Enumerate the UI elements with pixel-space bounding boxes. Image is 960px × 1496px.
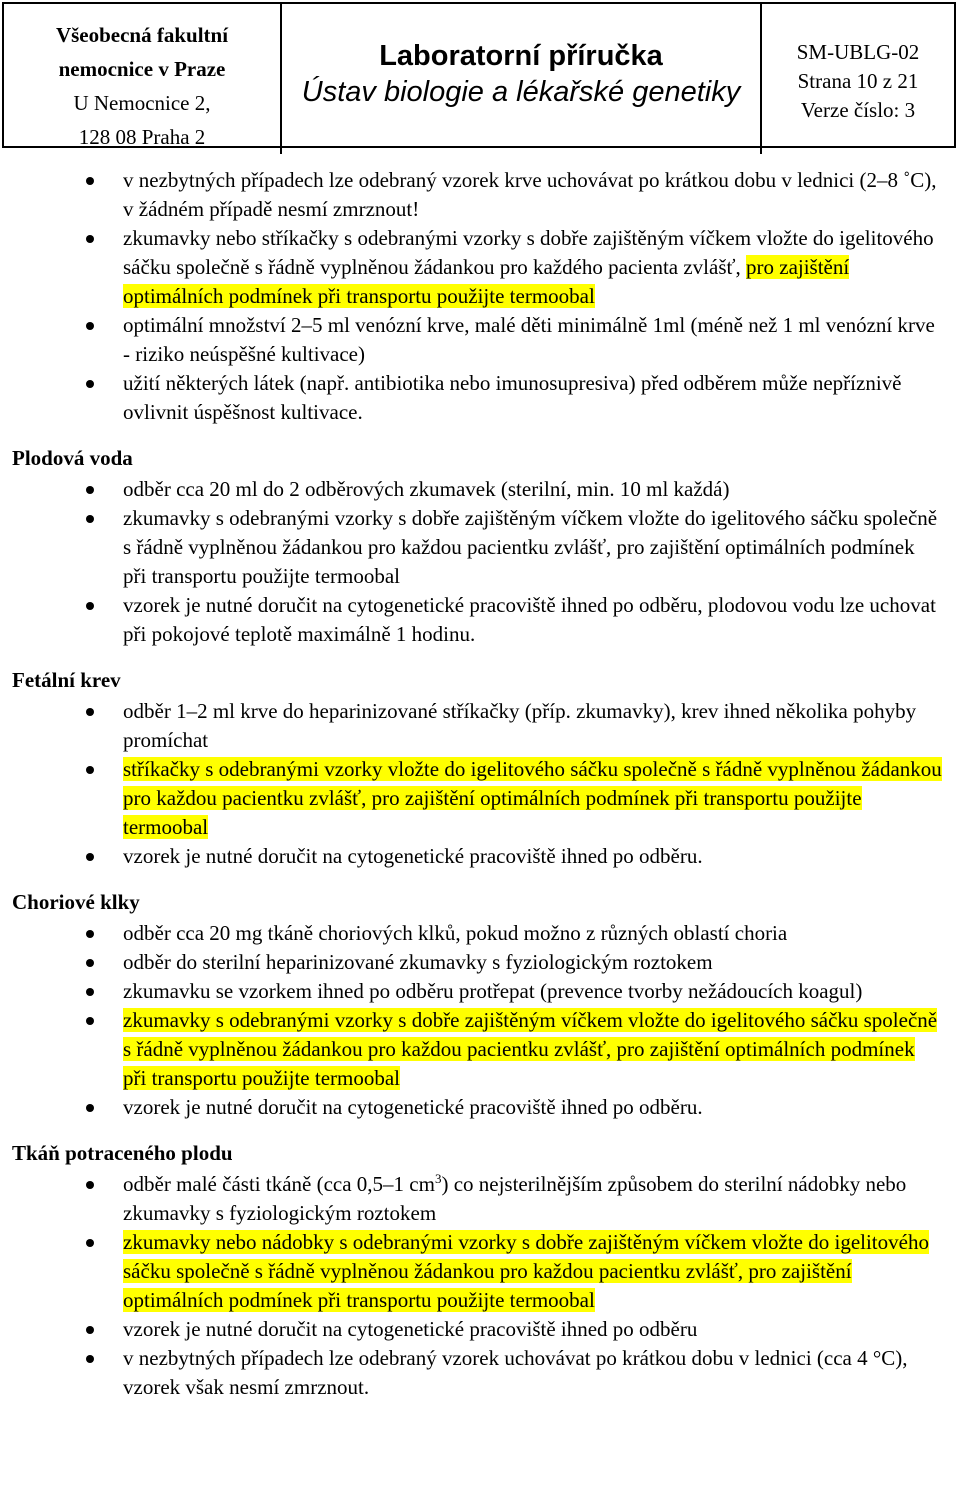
bullet-icon <box>86 380 94 388</box>
org-address-line1: U Nemocnice 2, <box>73 91 211 115</box>
section-list <box>12 475 946 649</box>
item-text: v nezbytných případech lze odebraný vzorek krve uchovávat po krátkou dobu v lednici (2–8 ˚C), v žádném případě nesmí zmrznout! <box>123 168 937 221</box>
bullet-icon <box>86 515 94 523</box>
bullet-icon <box>86 708 94 716</box>
bullet-icon <box>86 988 94 996</box>
bullet-icon <box>86 1017 94 1025</box>
bullet-icon <box>86 177 94 185</box>
section <box>12 444 946 649</box>
item-text: odběr cca 20 ml do 2 odběrových zkumavek (sterilní, min. 10 ml každá) <box>123 477 730 501</box>
list-item <box>12 842 943 871</box>
bullet-icon <box>86 1355 94 1363</box>
bullet-icon <box>86 1239 94 1247</box>
org-name-line2: nemocnice v Praze <box>58 57 226 81</box>
bullet-icon <box>86 486 94 494</box>
bullet-icon <box>86 602 94 610</box>
section-title: Choriové klky <box>12 890 140 914</box>
list-item <box>12 1315 943 1344</box>
item-text: odběr malé části tkáně (cca 0,5–1 cm <box>123 1172 435 1196</box>
section <box>12 666 946 871</box>
item-text: 3 <box>434 1171 442 1186</box>
item-text: optimální množství 2–5 ml venózní krve, malé děti minimálně 1ml (méně než 1 ml venózní krve - riziko neúspěšné kultivace) <box>123 313 935 366</box>
item-text: zkumavku se vzorkem ihned po odběru protřepat (prevence tvorby nežádoucích koagul) <box>123 979 863 1003</box>
item-text: užití některých látek (např. antibiotika nebo imunosupresiva) před odběrem může nepříznivě ovlivnit úspěšnost kultivace. <box>123 371 902 424</box>
item-text: vzorek je nutné doručit na cytogenetické pracoviště ihned po odběru. <box>123 844 703 868</box>
section <box>12 1139 946 1402</box>
item-text: odběr cca 20 mg tkáně choriových klků, pokud možno z různých oblastí choria <box>123 921 788 945</box>
bullet-icon <box>86 1181 94 1189</box>
list-item <box>12 369 943 427</box>
org-name-line1: Všeobecná fakultní <box>55 23 229 47</box>
highlighted-text: stříkačky s odebranými vzorky vložte do igelitového sáčku společně s řádně vyplněnou žádankou pro každou pacientku zvlášť, pro zajištění optimálních podmínek při transportu použijte termoobal <box>123 757 942 839</box>
list-item <box>12 311 943 369</box>
version-number: Verze číslo: 3 <box>800 98 916 122</box>
bullet-icon <box>86 930 94 938</box>
list-item <box>12 977 943 1006</box>
bullet-icon <box>86 1326 94 1334</box>
highlighted-text: zkumavky s odebranými vzorky s dobře zajištěným víčkem vložte do igelitového sáčku společně s řádně vyplněnou žádankou pro každou pacientku zvlášť, pro zajištění optimálních podmínek při transportu použijte termoobal <box>123 1008 938 1090</box>
section-title: Tkáň potraceného plodu <box>12 1141 233 1165</box>
bullet-icon <box>86 853 94 861</box>
list-item <box>12 591 943 649</box>
document-title: Laboratorní příručka <box>379 40 663 72</box>
section-list <box>12 1170 946 1402</box>
doc-code: SM-UBLG-02 <box>796 40 920 64</box>
item-text: odběr do sterilní heparinizované zkumavky s fyziologickým roztokem <box>123 950 713 974</box>
organization-cell <box>4 4 282 154</box>
item-text: vzorek je nutné doručit na cytogenetické pracoviště ihned po odběru, plodovou vodu lze uchovat při pokojové teplotě maximálně 1 hodinu. <box>123 593 936 646</box>
section-list <box>12 919 946 1122</box>
list-item <box>12 697 943 755</box>
org-address-line2: 128 08 Praha 2 <box>78 125 206 149</box>
item-text: vzorek je nutné doručit na cytogenetické pracoviště ihned po odběru. <box>123 1095 703 1119</box>
bullet-icon <box>86 322 94 330</box>
list-item <box>12 1228 943 1315</box>
item-text: vzorek je nutné doručit na cytogenetické pracoviště ihned po odběru <box>123 1317 698 1341</box>
item-text: odběr 1–2 ml krve do heparinizované stříkačky (příp. zkumavky), krev ihned několika pohyby promíchat <box>123 699 917 752</box>
bullet-icon <box>86 1104 94 1112</box>
list-item <box>12 504 943 591</box>
bullet-icon <box>86 766 94 774</box>
section-list <box>12 697 946 871</box>
bullet-icon <box>86 235 94 243</box>
item-text: zkumavky s odebranými vzorky s dobře zajištěným víčkem vložte do igelitového sáčku společně s řádně vyplněnou žádankou pro každou pacientku zvlášť, pro zajištění optimálních podmínek při transportu použijte termoobal <box>123 506 938 588</box>
section <box>12 888 946 1122</box>
list-item <box>12 224 943 311</box>
title-cell <box>282 4 762 154</box>
list-item <box>12 755 943 842</box>
list-item <box>12 948 943 977</box>
item-text: v nezbytných případech lze odebraný vzorek uchovávat po krátkou dobu v lednici (cca 4 °C), vzorek však nesmí zmrznout. <box>123 1346 908 1399</box>
section-title: Plodová voda <box>12 446 133 470</box>
item-text: ) co nejsterilnějším způsobem do sterilní nádobky nebo zkumavky s fyziologickým roztokem <box>123 1172 907 1225</box>
list-item <box>12 1344 943 1402</box>
list-item <box>12 1006 943 1093</box>
list-item <box>12 1170 943 1228</box>
document-header <box>2 2 956 148</box>
list-item <box>12 1093 943 1122</box>
list-item <box>12 475 943 504</box>
list-item <box>12 166 943 224</box>
department-name: Ústav biologie a lékařské genetiky <box>301 76 741 108</box>
highlighted-text: pro zajištění optimálních podmínek při transportu použijte termoobal <box>123 255 850 308</box>
document-body <box>12 166 946 1402</box>
intro-list <box>12 166 946 427</box>
section-title: Fetální krev <box>12 668 121 692</box>
highlighted-text: zkumavky nebo nádobky s odebranými vzorky s dobře zajištěným víčkem vložte do igelitového sáčku společně s řádně vyplněnou žádankou pro každou pacientku zvlášť, pro zajištění optimálních podmínek při transportu použijte termoobal <box>123 1230 929 1312</box>
item-text: zkumavky nebo stříkačky s odebranými vzorky s dobře zajištěným víčkem vložte do igelitového sáčku společně s řádně vyplněnou žádankou pro každého pacienta zvlášť, <box>123 226 934 279</box>
sections <box>12 444 946 1402</box>
doc-info-cell <box>762 4 954 154</box>
list-item <box>12 919 943 948</box>
bullet-icon <box>86 959 94 967</box>
page-number: Strana 10 z 21 <box>797 69 919 93</box>
